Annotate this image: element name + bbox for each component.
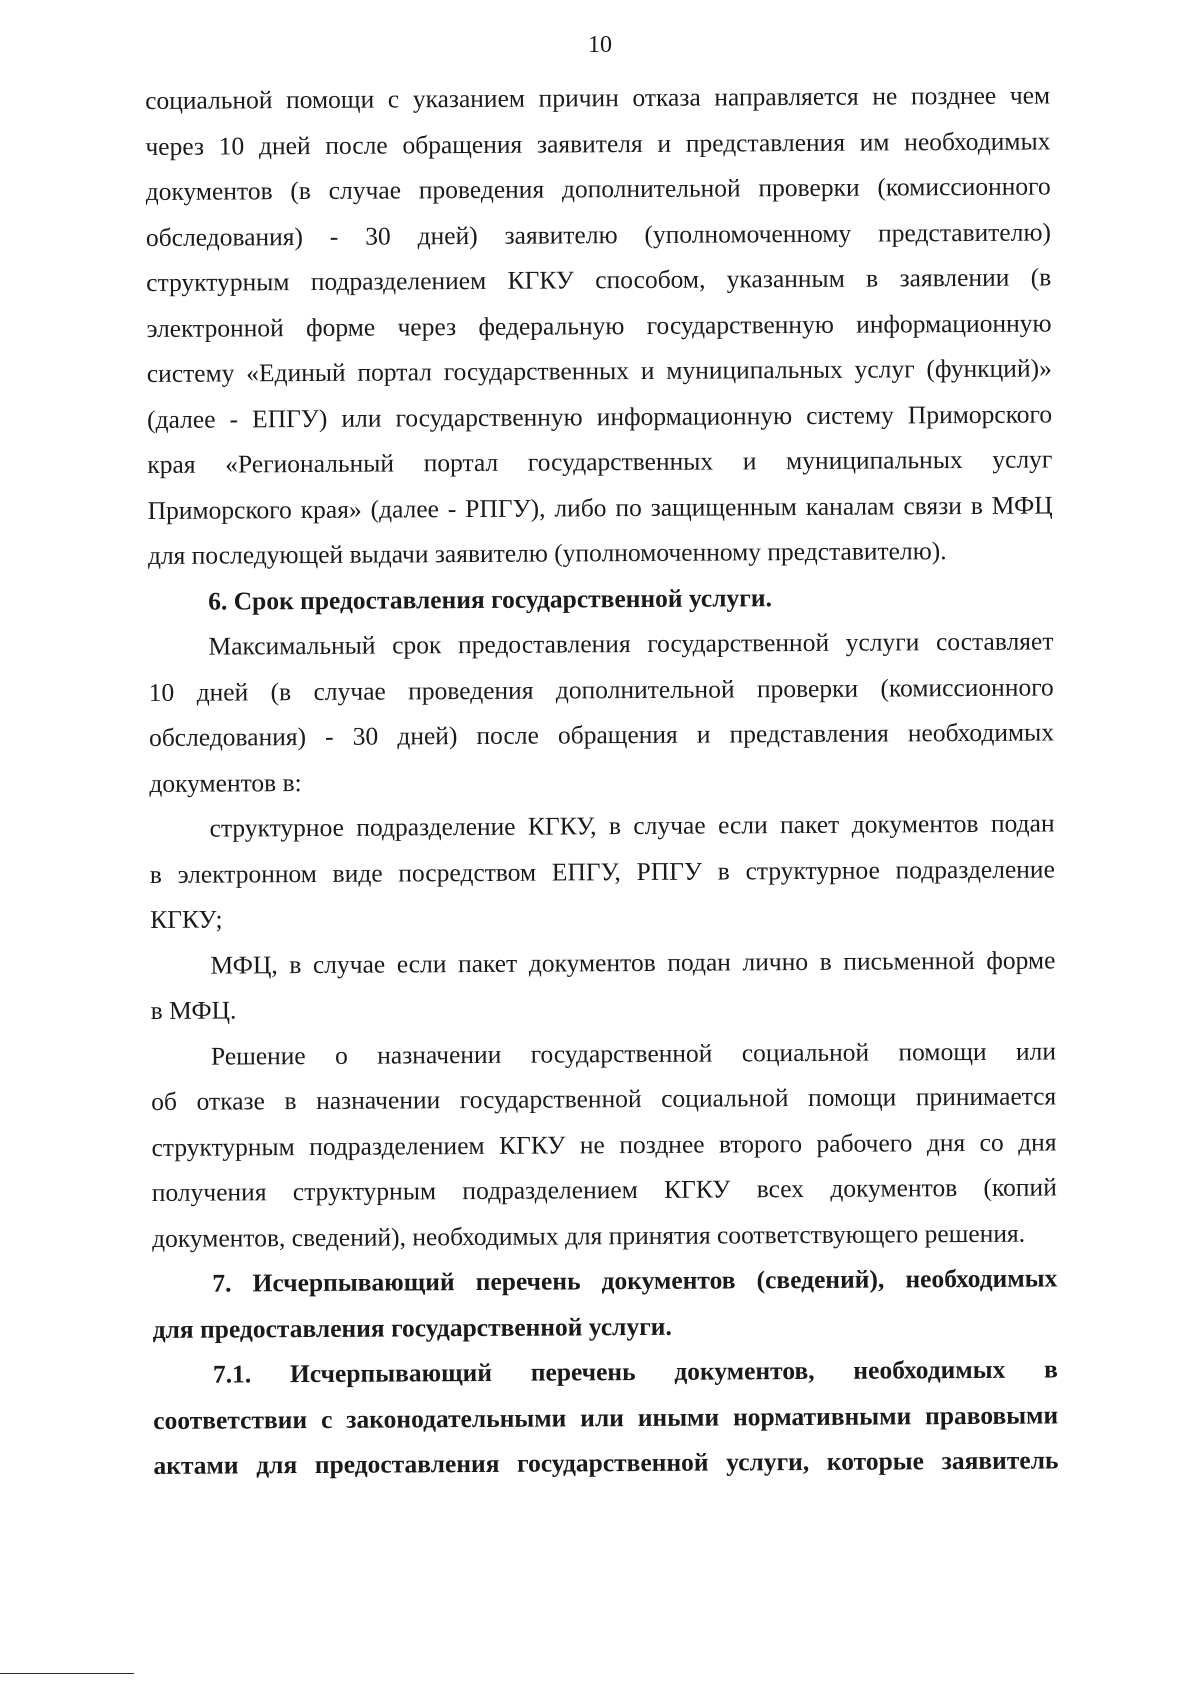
heading-line: актами для предоставления государственной услуги, которые заявитель <box>153 1445 1059 1480</box>
text-line: в электронном виде посредством ЕПГУ, РПГУ в структурное подразделение <box>149 853 1055 889</box>
heading-line: 7. Исчерпывающий перечень документов (сведений), необходимых <box>212 1263 1058 1298</box>
text-line: документов (в случае проведения дополнительной проверки (комиссионного <box>145 171 1051 206</box>
text-line: (далее - ЕПГУ) или государственную информационную систему Приморского <box>146 398 1053 434</box>
text-line: структурным подразделением КГКУ не позднее второго рабочего дня со дня <box>151 1126 1057 1162</box>
text-line: об отказе в назначении государственной социальной помощи принимается <box>151 1081 1057 1116</box>
text-line: 10 дней (в случае проведения дополнительной проверки (комиссионного <box>148 671 1054 707</box>
paragraph-max-term <box>148 618 1054 806</box>
text-line: Приморского края» (далее - РПГУ), либо по защищенным каналам связи в МФЦ <box>147 489 1053 525</box>
text-line: документов, сведений), необходимых для принятия соответствующего решения. <box>151 1218 1026 1253</box>
section-heading-6 <box>148 573 1053 624</box>
paragraph-mfc <box>150 937 1056 1034</box>
footnote-divider <box>0 1673 134 1674</box>
text-line: Решение о назначении государственной социальной помощи или <box>210 1035 1057 1071</box>
text-line: структурное подразделение КГКУ, в случае если пакет документов подан <box>209 808 1055 843</box>
heading-line: 7.1. Исчерпывающий перечень документов, необходимых в <box>212 1354 1058 1389</box>
section-heading-7 <box>152 1255 1058 1352</box>
paragraph-decision <box>151 1028 1057 1261</box>
text-line: электронной форме через федеральную государственную информационную <box>146 307 1052 343</box>
text-line: края «Региональный портал государственных и муниципальных услуг <box>147 444 1053 479</box>
text-line: систему «Единый портал государственных и муниципальных услуг (функций)» <box>146 353 1052 388</box>
heading-line: соответствии с законодательными или иными нормативными правовыми <box>153 1399 1059 1435</box>
text-line: социальной помощи с указанием причин отказа направляется не позднее чем <box>145 80 1051 115</box>
text-line: обследования) - 30 дней) после обращения и представления необходимых <box>148 717 1055 752</box>
page-number: 10 <box>588 32 612 58</box>
heading-line: для предоставления государственной услуги. <box>152 1311 672 1344</box>
text-line: документов в: <box>149 767 302 798</box>
text-line: МФЦ, в случае если пакет документов подан лично в письменной форме <box>210 944 1056 980</box>
text-line: КГКУ; <box>150 904 223 934</box>
text-line: для последующей выдачи заявителю (уполномоченному представителю). <box>147 536 947 570</box>
text-line: получения структурным подразделением КГКУ всех документов (копий <box>151 1172 1057 1207</box>
section-heading-7-1 <box>153 1346 1059 1488</box>
text-line: в МФЦ. <box>150 995 237 1025</box>
text-line: через 10 дней после обращения заявителя и представления им необходимых <box>145 125 1051 161</box>
text-line: обследования) - 30 дней) заявителю (уполномоченному представителю) <box>145 216 1052 252</box>
text-line: структурным подразделением КГКУ способом, указанным в заявлении (в <box>146 262 1052 297</box>
paragraph-refusal-notice <box>145 72 1053 578</box>
page-content <box>145 72 1059 1488</box>
text-line: Максимальный срок предоставления государственной услуги составляет <box>208 626 1054 661</box>
paragraph-structural-unit <box>149 800 1055 942</box>
heading-line: 6. Срок предоставления государственной услуги. <box>208 582 772 616</box>
